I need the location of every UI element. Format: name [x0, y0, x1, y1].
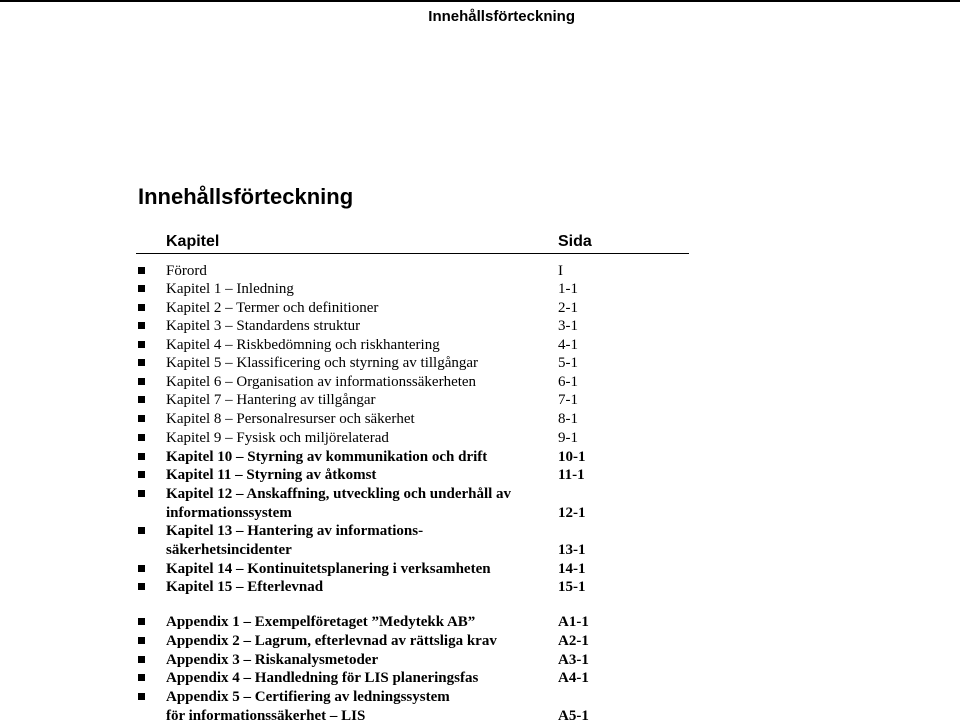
toc-entry-title: säkerhetsincidenter — [166, 541, 292, 558]
toc-entry-title: Appendix 4 – Handledning för LIS planeringsfas — [166, 670, 479, 686]
toc-entry-page: 3-1 — [558, 318, 578, 334]
toc-entry-page: 10-1 — [558, 449, 586, 465]
toc-entry-page: 1-1 — [558, 281, 578, 297]
bullet-square-icon — [138, 304, 145, 311]
page-title: Innehållsförteckning — [138, 184, 354, 209]
toc-entry-page: 8-1 — [558, 411, 578, 427]
toc-entry-page: 14-1 — [558, 561, 586, 577]
toc-entry-title: Kapitel 14 – Kontinuitetsplanering i verksamheten — [166, 561, 491, 577]
toc-entry-title: för informationssäkerhet – LIS — [166, 707, 366, 724]
bullet-square-icon — [138, 415, 145, 422]
toc-entry-page: 15-1 — [558, 579, 586, 595]
toc-entry-title: Kapitel 13 – Hantering av informations- — [166, 523, 424, 539]
bullet-square-icon — [138, 341, 145, 348]
toc-entry-page: A5-1 — [558, 707, 589, 724]
toc-entry-title: Kapitel 4 – Riskbedömning och riskhantering — [166, 337, 440, 353]
toc-entry-title: Kapitel 11 – Styrning av åtkomst — [166, 467, 377, 483]
toc-entry-title: Kapitel 12 – Anskaffning, utveckling och underhåll av — [166, 486, 512, 502]
bullet-square-icon — [138, 359, 145, 366]
toc-entry-title: informationssystem — [166, 504, 292, 521]
toc-entry-page: 4-1 — [558, 337, 578, 353]
bullet-square-icon — [138, 693, 145, 700]
toc-entry-title: Kapitel 2 – Termer och definitioner — [166, 300, 379, 316]
bullet-square-icon — [138, 490, 145, 497]
bullet-square-icon — [138, 322, 145, 329]
toc-entry-title: Förord — [166, 263, 207, 279]
bullet-square-icon — [138, 618, 145, 625]
bullet-square-icon — [138, 453, 145, 460]
toc-entry-page: 7-1 — [558, 392, 578, 408]
bullet-square-icon — [138, 583, 145, 590]
bullet-square-icon — [138, 527, 145, 534]
bullet-square-icon — [138, 285, 145, 292]
bullet-square-icon — [138, 656, 145, 663]
toc-entry-title: Kapitel 7 – Hantering av tillgångar — [166, 392, 376, 408]
toc-entry-page: I — [558, 263, 563, 279]
toc-entry-page: 13-1 — [558, 541, 586, 558]
bullet-square-icon — [138, 565, 145, 572]
toc-entry-title: Kapitel 5 – Klassificering och styrning av tillgångar — [166, 355, 479, 371]
toc-entry-page: A4-1 — [558, 670, 589, 686]
toc-entry-page: A3-1 — [558, 652, 589, 668]
toc-entry-page: 9-1 — [558, 430, 578, 446]
toc-entry-title: Kapitel 9 – Fysisk och miljörelaterad — [166, 430, 389, 446]
bullet-square-icon — [138, 267, 145, 274]
toc-entry-title: Kapitel 1 – Inledning — [166, 281, 294, 297]
column-header-chapter: Kapitel — [166, 233, 220, 250]
bullet-square-icon — [138, 471, 145, 478]
column-header-page: Sida — [558, 233, 592, 250]
toc-entry-title: Kapitel 8 – Personalresurser och säkerhet — [166, 411, 415, 427]
toc-entry-page: 2-1 — [558, 300, 578, 316]
bullet-square-icon — [138, 434, 145, 441]
bullet-square-icon — [138, 378, 145, 385]
toc-entry-page: 5-1 — [558, 355, 578, 371]
toc-entry-title: Appendix 5 – Certifiering av ledningssystem — [166, 689, 450, 705]
toc-entry-title: Appendix 3 – Riskanalysmetoder — [166, 652, 379, 668]
running-header-title: Innehållsförteckning — [428, 8, 575, 25]
toc-entry-title: Kapitel 15 – Efterlevnad — [166, 579, 324, 595]
toc-entry-page: 6-1 — [558, 374, 578, 390]
bullet-square-icon — [138, 396, 145, 403]
toc-entry-title: Kapitel 3 – Standardens struktur — [166, 318, 361, 334]
toc-entry-page: A1-1 — [558, 614, 589, 630]
toc-entry-page: 12-1 — [558, 504, 586, 521]
toc-entry-title: Kapitel 6 – Organisation av informationssäkerheten — [166, 374, 477, 390]
toc-entry-title: Kapitel 10 – Styrning av kommunikation och drift — [166, 449, 488, 465]
toc-entry-title: Appendix 1 – Exempelföretaget ”Medytekk AB” — [166, 614, 476, 630]
toc-entry-page: A2-1 — [558, 633, 589, 649]
toc-entry-page: 11-1 — [558, 467, 585, 483]
bullet-square-icon — [138, 674, 145, 681]
bullet-square-icon — [138, 637, 145, 644]
toc-entry-title: Appendix 2 – Lagrum, efterlevnad av rättsliga krav — [166, 633, 497, 649]
